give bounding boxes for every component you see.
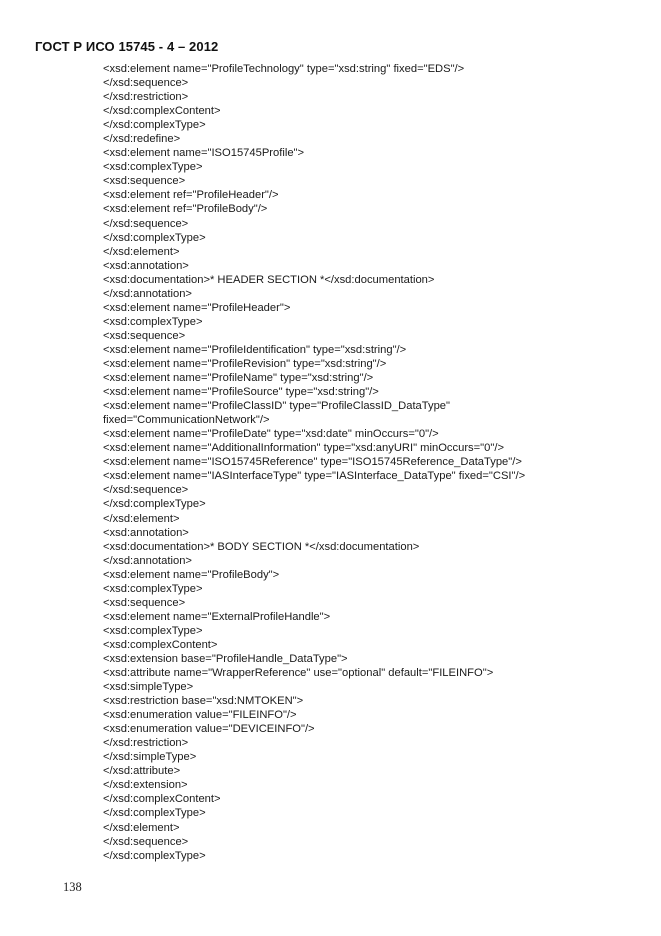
code-line: </xsd:complexContent>: [103, 793, 221, 806]
code-line: <xsd:sequence>: [103, 175, 186, 188]
code-line: </xsd:complexType>: [103, 498, 206, 511]
code-line: <xsd:simpleType>: [103, 681, 194, 694]
code-line: <xsd:element ref="ProfileBody"/>: [103, 203, 268, 216]
xsd-code-listing: [103, 62, 525, 863]
page-number: 138: [63, 880, 82, 894]
code-line: </xsd:complexType>: [103, 119, 206, 132]
code-line: </xsd:element>: [103, 512, 180, 525]
code-line: </xsd:sequence>: [103, 484, 189, 497]
code-line: <xsd:extension base="ProfileHandle_DataType">: [103, 652, 348, 665]
code-line: <xsd:element name="ProfileBody">: [103, 568, 280, 581]
code-line: <xsd:enumeration value="FILEINFO"/>: [103, 709, 297, 722]
code-line: <xsd:annotation>: [103, 526, 189, 539]
code-line: <xsd:documentation>* BODY SECTION *</xsd:documentation>: [103, 540, 420, 553]
code-line: <xsd:element name="ISO15745Profile">: [103, 147, 305, 160]
code-line: </xsd:simpleType>: [103, 751, 197, 764]
document-header: ГОСТ Р ИСО 15745 - 4 – 2012: [35, 39, 219, 54]
code-line: </xsd:restriction>: [103, 91, 189, 104]
code-line: <xsd:element name="IASInterfaceType" type="IASInterface_DataType" fixed="CSI"/>: [103, 470, 526, 483]
code-line: <xsd:element name="AdditionalInformation" type="xsd:anyURI" minOccurs="0"/>: [103, 442, 504, 455]
code-line: </xsd:sequence>: [103, 835, 189, 848]
code-line: <xsd:enumeration value="DEVICEINFO"/>: [103, 723, 315, 736]
code-line: </xsd:sequence>: [103, 217, 189, 230]
code-line: <xsd:complexType>: [103, 315, 203, 328]
code-line: <xsd:element ref="ProfileHeader"/>: [103, 189, 279, 202]
code-line: <xsd:annotation>: [103, 259, 189, 272]
code-line: </xsd:element>: [103, 821, 180, 834]
code-line: <xsd:attribute name="WrapperReference" use="optional" default="FILEINFO">: [103, 667, 494, 680]
code-line: <xsd:sequence>: [103, 329, 186, 342]
code-line: <xsd:element name="ProfileClassID" type="ProfileClassID_DataType": [103, 400, 451, 413]
code-line: </xsd:restriction>: [103, 737, 189, 750]
code-line: <xsd:element name="ProfileTechnology" type="xsd:string" fixed="EDS"/>: [103, 63, 465, 75]
code-line: </xsd:redefine>: [103, 133, 181, 146]
code-line: </xsd:element>: [103, 245, 180, 258]
code-line: <xsd:element name="ProfileIdentification" type="xsd:string"/>: [103, 343, 407, 356]
code-line: fixed="CommunicationNetwork"/>: [103, 414, 270, 427]
code-line: </xsd:annotation>: [103, 287, 192, 300]
code-line: <xsd:complexType>: [103, 582, 203, 595]
code-line: <xsd:complexType>: [103, 161, 203, 174]
code-line: <xsd:sequence>: [103, 596, 186, 609]
code-line: </xsd:complexType>: [103, 231, 206, 244]
code-line: <xsd:restriction base="xsd:NMTOKEN">: [103, 695, 304, 708]
code-line: </xsd:attribute>: [103, 765, 181, 778]
code-line: <xsd:complexContent>: [103, 638, 218, 651]
code-line: <xsd:element name="ProfileName" type="xsd:string"/>: [103, 372, 374, 385]
code-line: <xsd:element name="ProfileHeader">: [103, 301, 291, 314]
code-line: </xsd:complexType>: [103, 849, 206, 862]
code-line: </xsd:annotation>: [103, 554, 192, 567]
code-line: <xsd:element name="ExternalProfileHandle">: [103, 610, 331, 623]
code-line: <xsd:complexType>: [103, 624, 203, 637]
code-line: </xsd:complexContent>: [103, 105, 221, 118]
code-line: <xsd:element name="ProfileSource" type="xsd:string"/>: [103, 386, 379, 399]
code-line: <xsd:element name="ProfileDate" type="xsd:date" minOccurs="0"/>: [103, 428, 439, 441]
code-line: </xsd:complexType>: [103, 807, 206, 820]
code-line: </xsd:sequence>: [103, 77, 189, 90]
code-line: <xsd:element name="ProfileRevision" type="xsd:string"/>: [103, 357, 387, 370]
code-line: <xsd:documentation>* HEADER SECTION *</xsd:documentation>: [103, 273, 435, 286]
code-line: <xsd:element name="ISO15745Reference" type="ISO15745Reference_DataType"/>: [103, 456, 522, 469]
code-line: </xsd:extension>: [103, 779, 188, 792]
